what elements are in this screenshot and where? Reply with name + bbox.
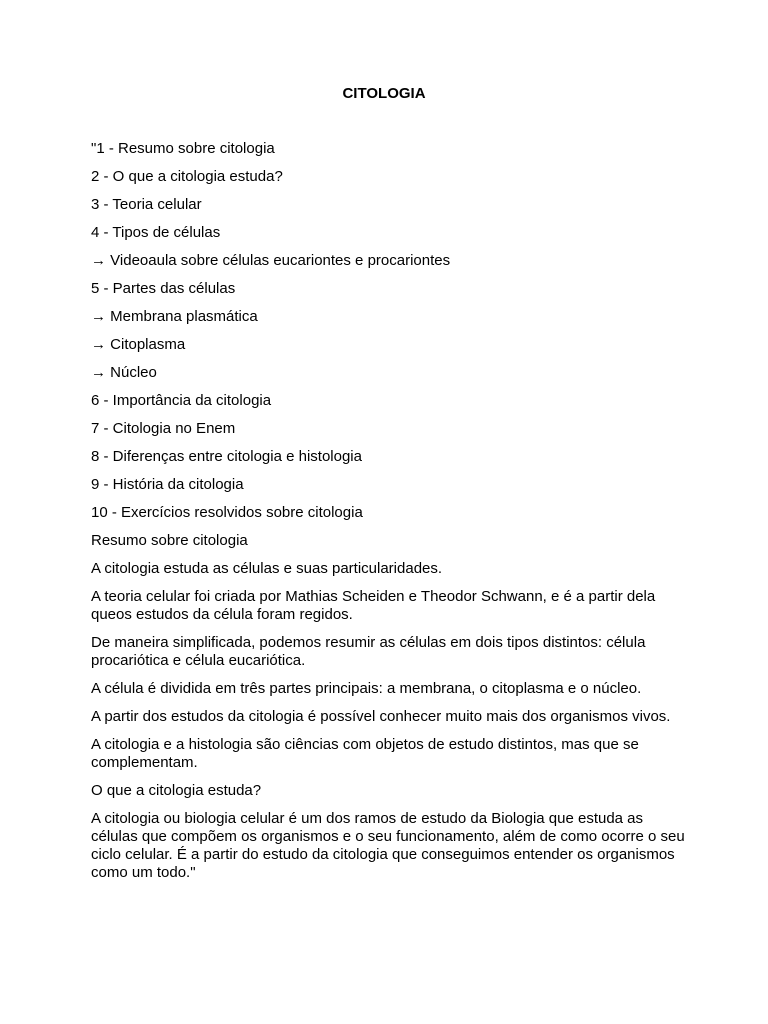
paragraph: De maneira simplificada, podemos resumir as células em dois tipos distintos: célula procariótica e célula eucariótica. (91, 634, 646, 669)
section-heading: Resumo sobre citologia (91, 532, 248, 549)
toc-item: 7 - Citologia no Enem (91, 420, 236, 437)
toc-subitem: → Videoaula sobre células eucariontes e procariontes (91, 252, 451, 269)
paragraph: A citologia estuda as células e suas particularidades. (91, 560, 443, 577)
toc-item: 4 - Tipos de células (91, 224, 221, 241)
toc-subitem: → Membrana plasmática (91, 308, 258, 325)
toc-item: "1 - Resumo sobre citologia (91, 140, 275, 157)
paragraph: A citologia e a histologia são ciências com objetos de estudo distintos, mas que se complementam. (91, 736, 639, 771)
toc-item: 8 - Diferenças entre citologia e histologia (91, 448, 362, 465)
document-body (91, 140, 691, 892)
toc-subitem: → Citoplasma (91, 336, 186, 353)
toc-item: 3 - Teoria celular (91, 196, 202, 213)
toc-item: 5 - Partes das células (91, 280, 236, 297)
section-heading: O que a citologia estuda? (91, 782, 262, 799)
toc-item: 10 - Exercícios resolvidos sobre citologia (91, 504, 363, 521)
toc-item: 6 - Importância da citologia (91, 392, 272, 409)
toc-item: 2 - O que a citologia estuda? (91, 168, 283, 185)
toc-item: 9 - História da citologia (91, 476, 244, 493)
paragraph: A teoria celular foi criada por Mathias Scheiden e Theodor Schwann, e é a partir dela queos estudos da célula foram regidos. (91, 588, 656, 623)
paragraph: A citologia ou biologia celular é um dos ramos de estudo da Biologia que estuda as células que compõem os organismos e o seu funcionamento, além de como ocorre o seu ciclo celular. É a partir do estudo da citologia que conseguimos entender os organismos como um todo." (91, 810, 685, 881)
paragraph: A célula é dividida em três partes principais: a membrana, o citoplasma e o núcleo. (91, 680, 642, 697)
document-title: CITOLOGIA (342, 85, 426, 102)
paragraph: A partir dos estudos da citologia é possível conhecer muito mais dos organismos vivos. (91, 708, 671, 725)
toc-subitem: → Núcleo (91, 364, 157, 381)
